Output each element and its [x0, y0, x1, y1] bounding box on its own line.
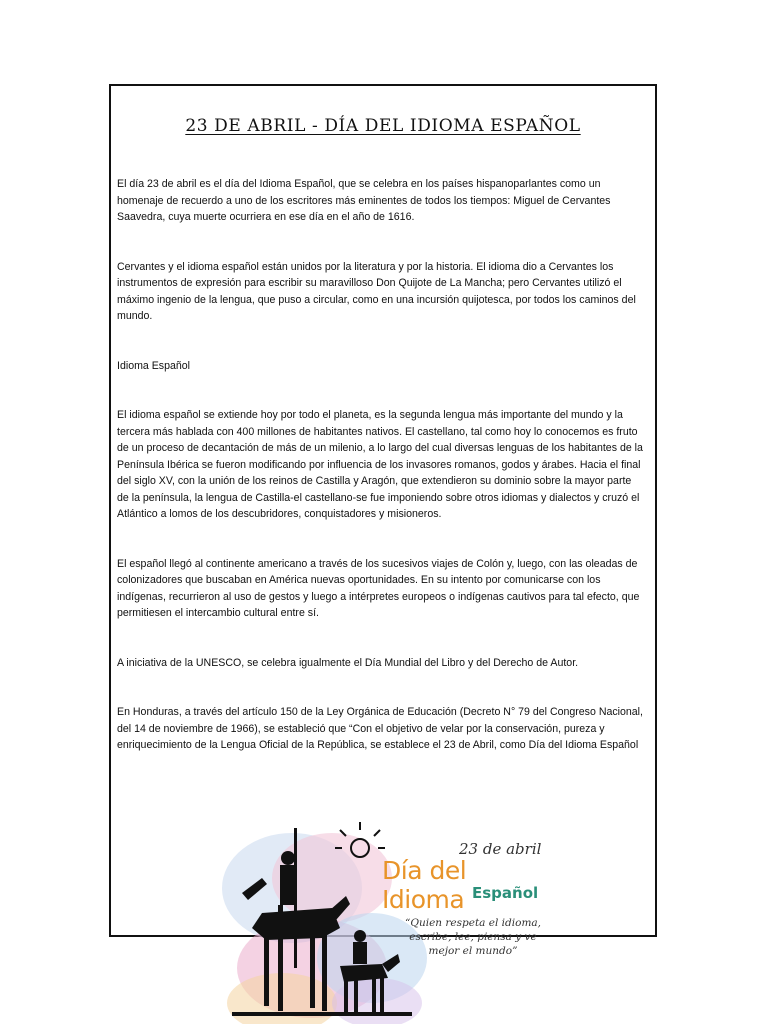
paragraph-cervantes: Cervantes y el idioma español están unidos por la literatura y por la historia. El idioma dio a Cervantes los instrumentos de expresión para escribir su maravilloso Don Quijote de La Mancha; pero Cervantes utilizó el máximo ingenio de la lengua, que puso a circular, como en una incursión quijotesca, por todos los caminos del mundo.	[117, 260, 636, 322]
section-heading: Idioma Español	[117, 359, 191, 372]
poster-quote: “Quien respeta el idioma, escribe, lee, piensa y ve mejor el mundo”	[404, 917, 541, 957]
poster-date: 23 de abril	[459, 840, 542, 858]
paragraph-honduras: En Honduras, a través del artículo 150 de la Ley Orgánica de Educación (Decreto N° 79 del Congreso Nacional, del 14 de noviembre de 1966), se estableció que “Con el objetivo de velar por la conservación, pureza y enriquecimiento de la Lengua Oficial de la República, se establece el 23 de Abril, como Día del Idioma Español	[117, 706, 643, 751]
poster-illustration	[222, 818, 546, 1024]
document-body	[117, 176, 645, 754]
paragraph-unesco: A iniciativa de la UNESCO, se celebra igualmente el Día Mundial del Libro y del Derecho de Autor.	[117, 656, 579, 669]
paragraph-intro: El día 23 de abril es el día del Idioma Español, que se celebra en los países hispanoparlantes como un homenaje de recuerdo a uno de los escritores más eminentes de todos los tiempos: Miguel de Cervantes Saavedra, cuya muerte ocurriera en ese día en el año de 1616.	[117, 178, 611, 223]
paragraph-america: El español llegó al continente americano a través de los sucesivos viajes de Colón y, luego, con las oleadas de colonizadores que buscaban en América nuevas oportunidades. En su intento por comunicarse con los indígenas, recurrieron al uso de gestos y luego a intérpretes europeos o indígenas cautivos para tal efecto, que permitiesen el intercambio cultural entre sí.	[117, 557, 640, 619]
poster-subtitle: Español	[472, 884, 539, 902]
document-title: 23 DE ABRIL - DÍA DEL IDIOMA ESPAÑOL	[185, 116, 581, 136]
poster-title: Día del Idioma	[382, 856, 467, 914]
document-frame	[109, 84, 657, 937]
paragraph-history: El idioma español se extiende hoy por todo el planeta, es la segunda lengua más importante del mundo y la tercera más hablada con 400 millones de habitantes nativos. El castellano, tal como hoy lo conocemos es fruto de un proceso de decantación de más de un milenio, a lo largo del cual diversas lenguas de los habitantes de la Península Ibérica se fueron modificando por influencia de los invasores romanos, godos y árabes. Hacia el final del siglo XV, con la unión de los reinos de Castilla y Aragón, que extendieron su dominio sobre la mayor parte de la península, la lengua de Castilla-el castellano-se fue imponiendo sobre otros idiomas y dialectos y cruzó el Atlántico a lomos de los descubridores, conquistadores y misioneros.	[117, 409, 643, 520]
